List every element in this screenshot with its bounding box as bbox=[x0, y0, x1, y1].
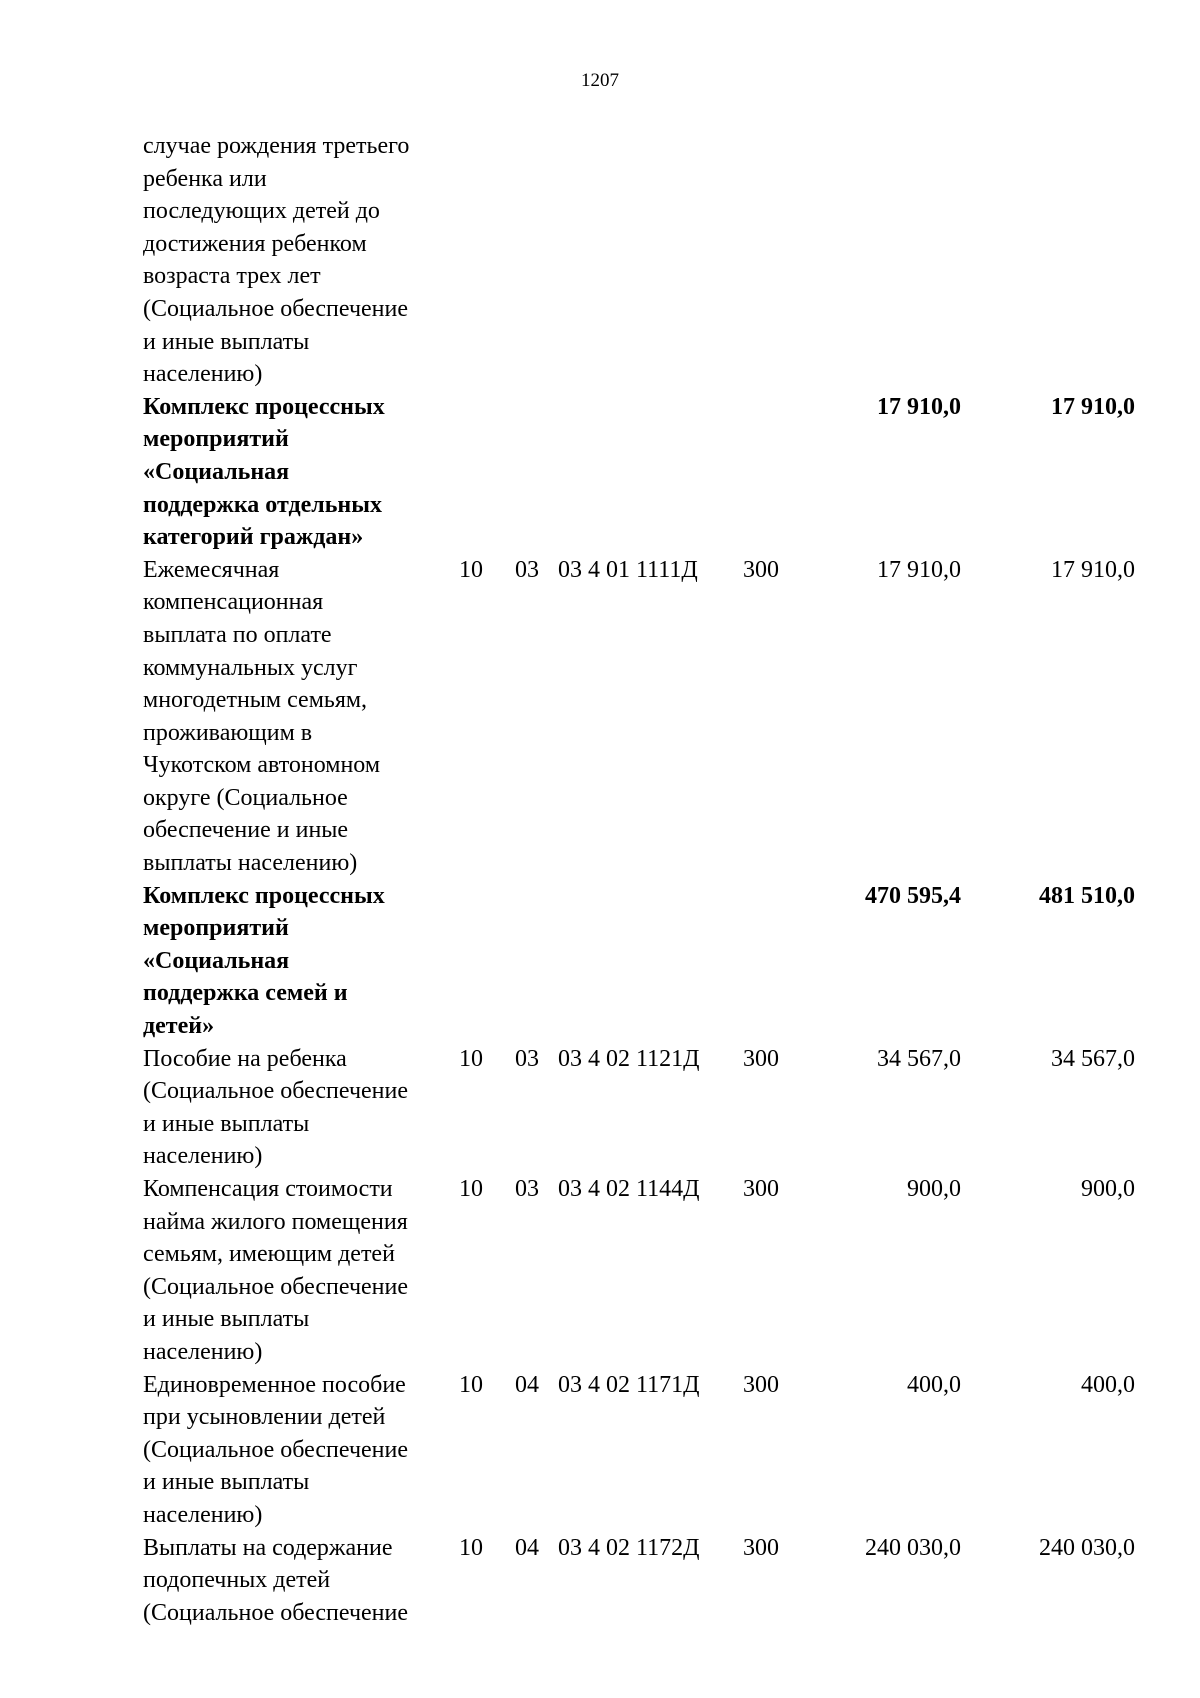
target-article-cell: 03 4 02 1121Д bbox=[558, 1045, 700, 1072]
amount-year1-cell: 17 910,0 bbox=[877, 393, 961, 420]
expense-type-cell: 300 bbox=[743, 1176, 779, 1202]
expense-type-cell: 300 bbox=[743, 1534, 779, 1561]
podrazdel-cell: 03 bbox=[515, 1045, 539, 1072]
page-number: 1207 bbox=[581, 70, 619, 91]
amount-year2-cell: 400,0 bbox=[1081, 1371, 1135, 1398]
row-name: Комплекс процессных мероприятий «Социальная поддержка семей и детей» bbox=[143, 882, 385, 1040]
amount-year1-cell: 400,0 bbox=[907, 1371, 961, 1398]
row-name: Ежемесячная компенсационная выплата по оплате коммунальных услуг многодетным семьям, проживающим в Чукотском автономном округе (Социальное обеспечение и иные выплаты населению) bbox=[143, 556, 381, 877]
expense-type-cell: 300 bbox=[743, 556, 779, 583]
amount-year1-cell: 470 595,4 bbox=[865, 882, 961, 909]
amount-year1-cell: 17 910,0 bbox=[877, 556, 961, 583]
amount-year1-cell: 240 030,0 bbox=[865, 1534, 961, 1561]
podrazdel-cell: 03 bbox=[515, 1176, 539, 1202]
expense-type-cell: 300 bbox=[743, 1371, 779, 1398]
podrazdel-cell: 04 bbox=[515, 1534, 539, 1561]
razdel-cell: 10 bbox=[459, 1045, 483, 1072]
row-name: Выплаты на содержание подопечных детей (Социальное обеспечение bbox=[143, 1534, 409, 1626]
row-name: Единовременное пособие при усыновлении детей (Социальное обеспечение и иные выплаты населению) bbox=[143, 1371, 409, 1528]
podrazdel-cell: 04 bbox=[515, 1371, 539, 1398]
target-article-cell: 03 4 02 1144Д bbox=[558, 1176, 700, 1202]
row-name: Комплекс процессных мероприятий «Социальная поддержка отдельных категорий граждан» bbox=[143, 393, 385, 551]
table-row bbox=[143, 130, 1143, 391]
razdel-cell: 10 bbox=[459, 1371, 483, 1398]
razdel-cell: 10 bbox=[459, 1176, 483, 1202]
target-article-cell: 03 4 02 1171Д bbox=[558, 1371, 700, 1398]
target-article-cell: 03 4 02 1172Д bbox=[558, 1534, 700, 1561]
table-row bbox=[143, 1043, 1143, 1173]
expense-type-cell: 300 bbox=[743, 1045, 779, 1072]
row-name: случае рождения третьего ребенка или последующих детей до достижения ребенком возраста трех лет (Социальное обеспечение и иные выплаты населению) bbox=[143, 133, 410, 388]
section-row bbox=[143, 391, 1143, 554]
target-article-cell: 03 4 01 1111Д bbox=[558, 556, 698, 583]
table-row bbox=[143, 554, 1143, 880]
amount-year2-cell: 240 030,0 bbox=[1039, 1534, 1135, 1561]
row-name: Компенсация стоимости найма жилого помещения семьям, имеющим детей (Социальное обеспечение и иные выплаты населению) bbox=[143, 1176, 409, 1365]
table-row bbox=[143, 1532, 1143, 1630]
amount-year2-cell: 17 910,0 bbox=[1051, 556, 1135, 583]
table-row bbox=[143, 1173, 1143, 1369]
row-name: Пособие на ребенка (Социальное обеспечение и иные выплаты населению) bbox=[143, 1045, 409, 1170]
amount-year1-cell: 34 567,0 bbox=[877, 1045, 961, 1072]
budget-table bbox=[143, 130, 1143, 1629]
amount-year2-cell: 900,0 bbox=[1081, 1176, 1135, 1202]
amount-year2-cell: 481 510,0 bbox=[1039, 882, 1135, 909]
amount-year2-cell: 34 567,0 bbox=[1051, 1045, 1135, 1072]
podrazdel-cell: 03 bbox=[515, 556, 539, 583]
amount-year2-cell: 17 910,0 bbox=[1051, 393, 1135, 420]
razdel-cell: 10 bbox=[459, 556, 483, 583]
table-row bbox=[143, 1369, 1143, 1532]
razdel-cell: 10 bbox=[459, 1534, 483, 1561]
amount-year1-cell: 900,0 bbox=[907, 1176, 961, 1202]
section-row bbox=[143, 880, 1143, 1043]
